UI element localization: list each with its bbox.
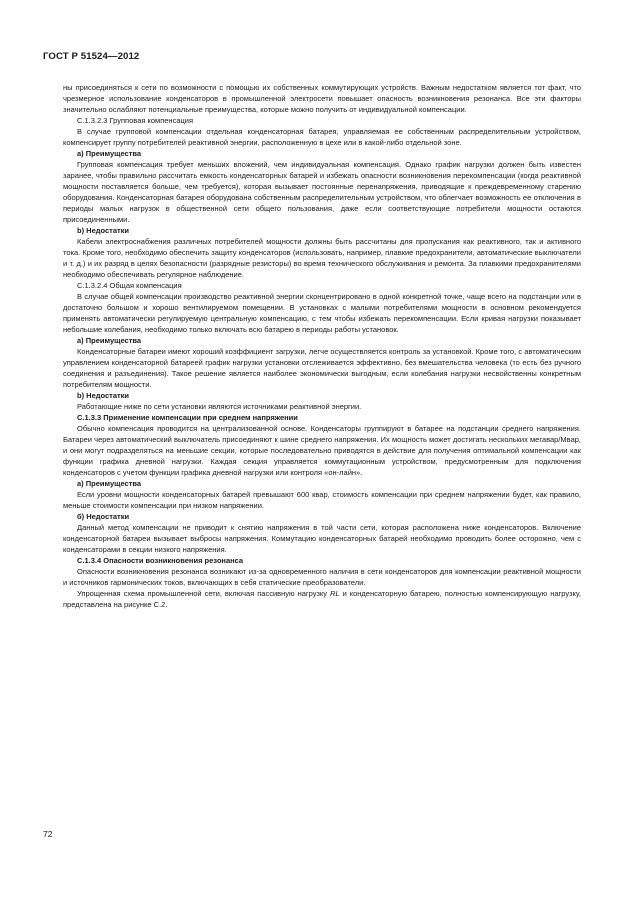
section-heading: b) Недостатки <box>77 391 130 400</box>
upr-after: и конденсаторную батарею, полностью компенсирующую нагрузку, представлена на рисунке С.2. <box>63 589 581 609</box>
paragraph: Кабели электроснабжения различных потребителей мощности должны быть рассчитаны для пропускания как реактивного, так и активного тока. Кроме того, необходимо обеспечить защиту конденсаторов (использовать, например, плавкие предохранители, автоматические выключатели и т. д.) и их разряд в целях безопасности (разрядные резисторы) во время технического обслуживания и ремонта. За плавкими предохранителями необходимо обеспечивать регулярное наблюдение. <box>63 237 581 279</box>
section-heading: а) Преимущества <box>77 479 142 488</box>
paragraph: Если уровни мощности конденсаторных батарей превышают 600 квар, стоимость компенсации при среднем напряжении будет, как правило, меньше стоимости компенсации при низком напряжении. <box>63 490 581 510</box>
section-heading: С.1.3.3 Применение компенсации при среднем напряжении <box>77 413 298 422</box>
paragraph: Данный метод компенсации не приводит к снятию напряжения в той части сети, которая расположена ниже конденсаторов. Включение конденсаторной батареи вызывает выбросы напряжения. Коммутацию конденсаторных батарей необходимо проводить более осторожно, чем с конденсаторами в секции низкого напряжения. <box>63 523 581 554</box>
section-heading: а) Преимущества <box>77 336 142 345</box>
standard-header: ГОСТ Р 51524—2012 <box>43 51 140 62</box>
page-number: 72 <box>43 829 53 839</box>
subsection-title: С.1.3.2.4 Общая компенсация <box>77 281 182 290</box>
paragraph: В случае общей компенсации производство реактивной энергии сконцентрировано в одной конкретной точке, чаще всего на подстанции или в достаточно большом и хорошо вентилируемом помещении. В установках с малыми потребителями мощности в основном рекомендуется применять автоматически регулируемую центральную компенсацию, с тем чтобы избежать перекомпенсации. Если кривая нагрузки показывает небольшие колебания, необходимо только включать всю батарею в периоды работы установок. <box>63 292 581 334</box>
paragraph-upr <box>63 588 581 610</box>
subsection-title: С.1.3.2.3 Групповая компенсация <box>77 116 194 125</box>
paragraph: В случае групповой компенсации отдельная конденсаторная батарея, управляемая ее собственным распределительным устройством, компенсирует группу потребителей реактивной энергии, расположенную в цехе или в какой-либо отдельной зоне. <box>63 127 581 147</box>
paragraph: Работающие ниже по сети установки являются источниками реактивной энергии. <box>77 402 362 411</box>
section-heading: а) Преимущества <box>77 149 142 158</box>
paragraph: Опасности возникновения резонанса возникают из-за одновременного наличия в сети конденсаторов для компенсации реактивной мощности и источников гармонических токов, включающих в себя статические преобразователи. <box>63 567 581 587</box>
section-heading: b) Недостатки <box>77 226 130 235</box>
paragraph: Обычно компенсация проводится на централизованной основе. Конденсаторы группируют в батарее на подстанции среднего напряжения. Батареи через автоматический выключатель присоединяют к шине среднего напряжения. Их мощность может достигать нескольких мегавар/Мвар, и они могут подразделяться на меньшие секции, которые последовательно приводятся в действие для получения оптимальной компенсации как функции графика дневной нагрузки. Каждая секция управляется коммутационным устройством, предусмотренным для подключения конденсаторов с учетом функции графика дневной нагрузки или контроля «он-лайн». <box>63 424 581 477</box>
paragraph: Конденсаторные батареи имеют хороший коэффициент загрузки, легче осуществляется контроль за установкой. Кроме того, с автоматическим управлением конденсаторной батареей график нагрузки установки отслеживается эффективно, без вмешательства человека (то есть без ручного соединения и разъединения). Такое решение является наиболее экономически выгодным, если колебания нагрузки несвойственны конкретным потребителям мощности. <box>63 347 581 389</box>
upr-emphasis: RL <box>330 589 340 598</box>
paragraph: Групповая компенсация требует меньших вложений, чем индивидуальная компенсация. Однако график нагрузки должен быть известен заранее, чтобы правильно рассчитать емкость конденсаторных батарей и избежать опасности возникновения перекомпенсации (когда реактивной мощности поставляется больше, чем требуется), которая вызывает постоянные перенапряжения, приводящие к преждевременному старению оборудования. Конденсаторная батарея оборудована собственным распределительным устройством, что облегчает возможность ее отключения в периоды малых нагрузок в общественной сети общего пользования, даже если соответствующие потребители мощности остаются присоединенными. <box>63 160 581 224</box>
section-heading: б) Недостатки <box>77 512 130 521</box>
section-heading: С.1.3.4 Опасности возникновения резонанса <box>77 556 244 565</box>
paragraph: ны присоединяться к сети по возможности с помощью их собственных коммутирующих устройств. Важным недостатком является тот факт, что чрезмерное использование конденсаторов в промышленной электросети повышает опасность возникновения резонанса. Все эти факторы значительно ослабляют потенциальные преимущества, которые можно получить от индивидуальной компенсации. <box>63 83 581 114</box>
body-text <box>63 82 581 610</box>
upr-before: Упрощенная схема промышленной сети, включая пассивную нагрузку <box>77 589 331 598</box>
